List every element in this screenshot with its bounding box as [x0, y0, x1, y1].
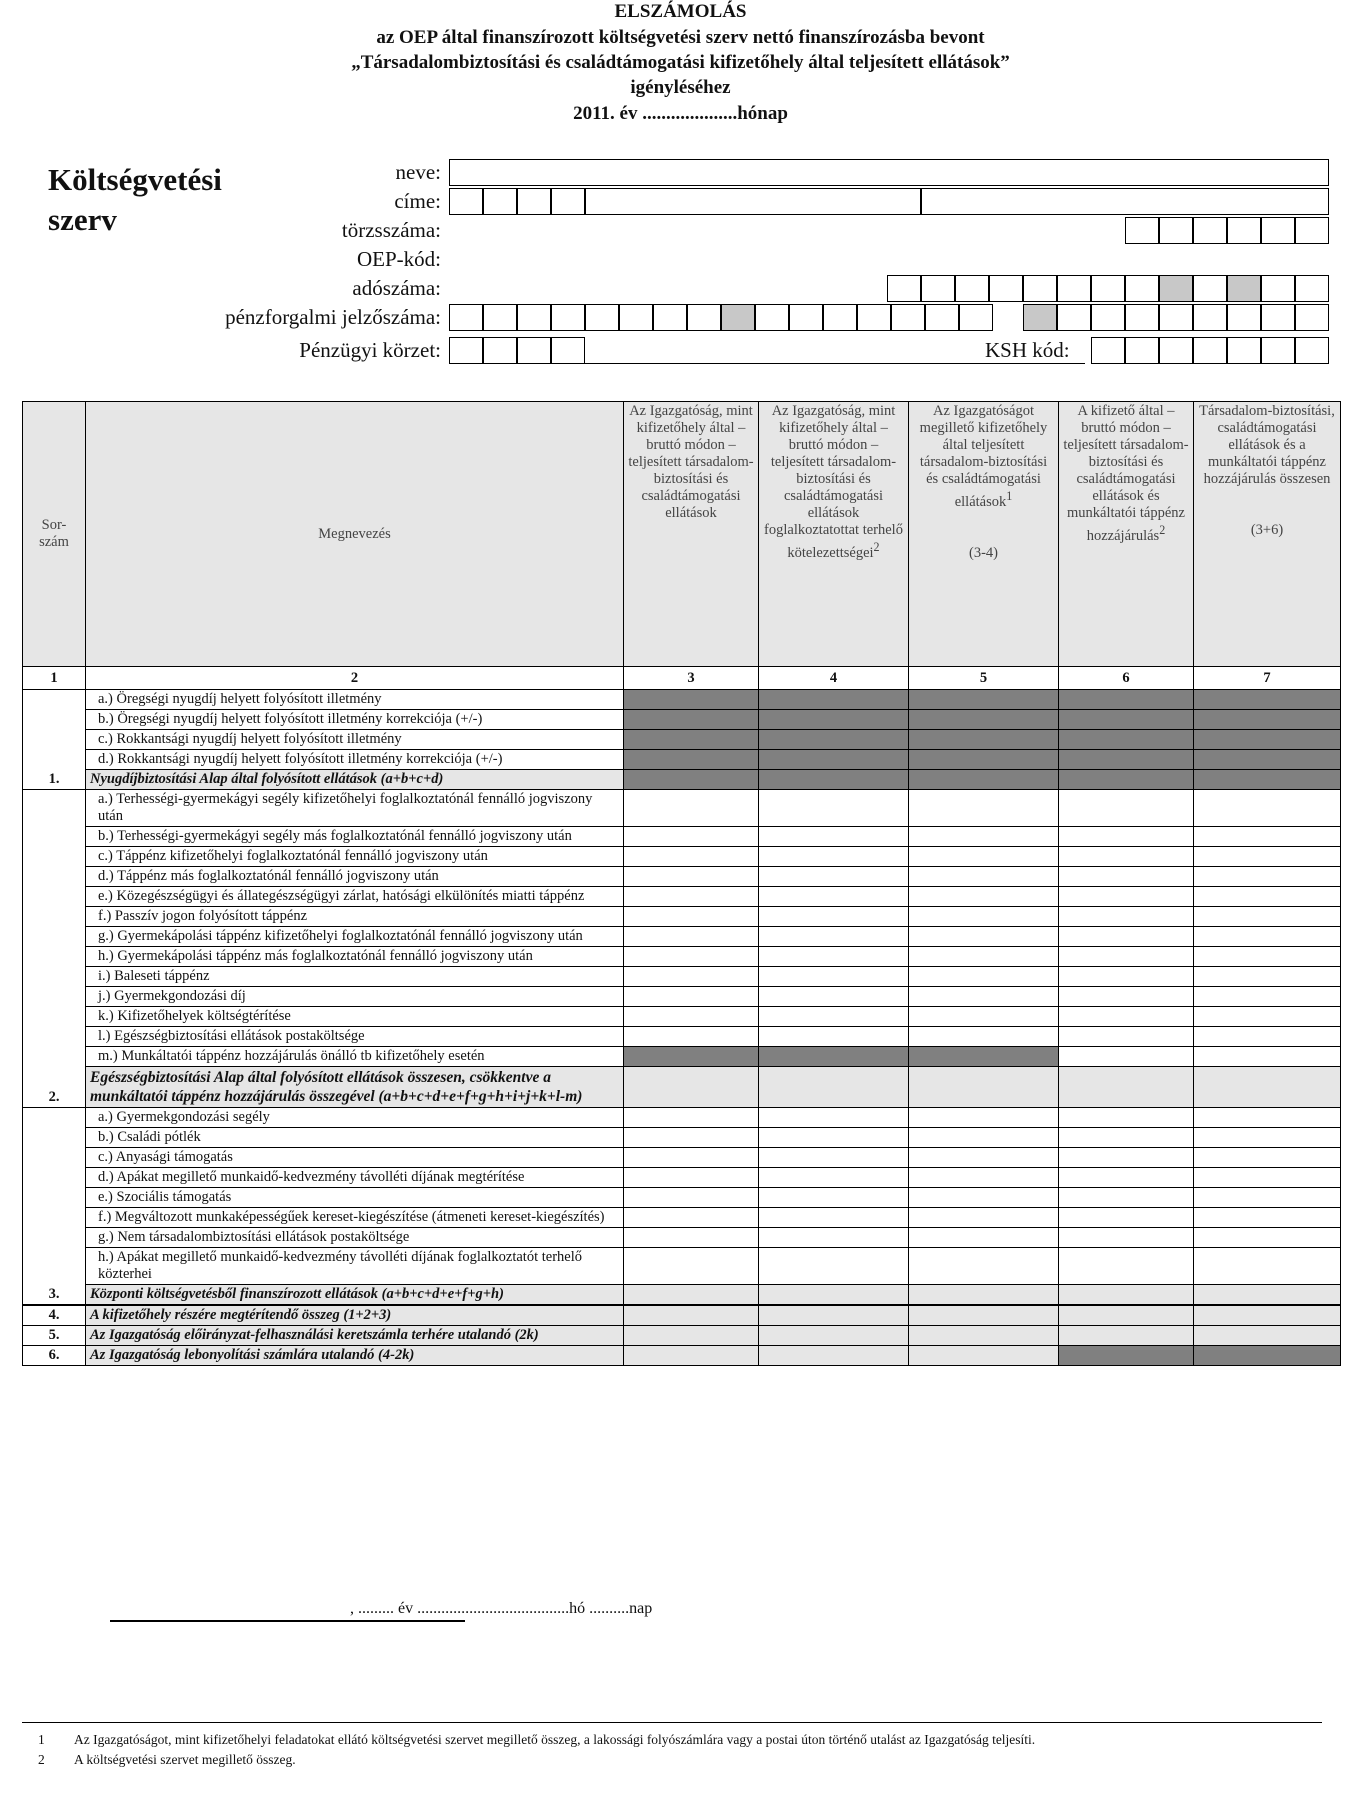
- row-label: e.) Közegészségügyi és állategészségügyi zárlat, hatósági elkülönítés miatti táppénz: [86, 887, 624, 907]
- table-row: [23, 867, 1341, 887]
- input-cell-disabled: [1059, 1346, 1194, 1366]
- input-cell[interactable]: [1194, 927, 1341, 947]
- input-cell[interactable]: [1194, 967, 1341, 987]
- input-cell[interactable]: [759, 1108, 909, 1128]
- input-cell[interactable]: [909, 867, 1059, 887]
- input-cell[interactable]: [909, 1188, 1059, 1208]
- label-korzet: Pénzügyi körzet:: [299, 338, 441, 362]
- row-label: c.) Rokkantsági nyugdíj helyett folyósított illetmény: [86, 730, 624, 750]
- row-num-1: 1.: [23, 690, 86, 790]
- row-label: j.) Gyermekgondozási díj: [86, 987, 624, 1007]
- date-text: , ......... év ......................................hó ..........nap: [350, 1600, 653, 1617]
- input-cell[interactable]: [1194, 1208, 1341, 1228]
- row-label: l.) Egészségbiztosítási ellátások postaköltsége: [86, 1027, 624, 1047]
- input-cell[interactable]: [759, 927, 909, 947]
- input-cell-disabled: [1194, 710, 1341, 730]
- input-cell-disabled: [759, 770, 909, 790]
- input-cell[interactable]: [1059, 1248, 1194, 1285]
- input-cell[interactable]: [1059, 1305, 1194, 1326]
- input-cell-disabled: [1194, 1346, 1341, 1366]
- input-cell[interactable]: [909, 827, 1059, 847]
- input-cell[interactable]: [759, 1208, 909, 1228]
- footnote-2-text: A költségvetési szervet megillető összeg.: [74, 1752, 296, 1767]
- input-cell-disabled: [624, 730, 759, 750]
- input-cell-disabled: [759, 710, 909, 730]
- input-cell[interactable]: [624, 867, 759, 887]
- input-cell[interactable]: [909, 1067, 1059, 1108]
- row-label-total: Az Igazgatóság lebonyolítási számlára utalandó (4-2k): [86, 1346, 624, 1366]
- input-cell[interactable]: [624, 1067, 759, 1108]
- footnote-divider: [22, 1722, 1322, 1723]
- input-cell[interactable]: [1059, 947, 1194, 967]
- input-cell[interactable]: [909, 1148, 1059, 1168]
- input-cell[interactable]: [759, 1285, 909, 1306]
- input-cell-disabled: [1059, 690, 1194, 710]
- table-row: [23, 750, 1341, 770]
- input-cell-disabled: [1194, 730, 1341, 750]
- input-cell-disabled: [759, 1047, 909, 1067]
- col-header-5-text: Az Igazgatóságot megillető kifizetőhely által teljesített társadalom-biztosítási és családtámogatási ellátások: [919, 403, 1048, 510]
- row-num-5: 5.: [23, 1326, 86, 1346]
- table-row-sum: [23, 1285, 1341, 1306]
- input-cell[interactable]: [1194, 1188, 1341, 1208]
- input-cell[interactable]: [759, 1248, 909, 1285]
- col-header-6-sup: 2: [1159, 523, 1166, 537]
- label-cime: címe:: [394, 189, 441, 213]
- row-label-total: Az Igazgatóság előirányzat-felhasználási keretszámla terhére utalandó (2k): [86, 1326, 624, 1346]
- table-row: [23, 967, 1341, 987]
- input-cell[interactable]: [909, 1285, 1059, 1306]
- org-title-line1: Költségvetési: [48, 162, 222, 197]
- footnote-1: [38, 1732, 1035, 1748]
- input-cell[interactable]: [624, 927, 759, 947]
- input-cell[interactable]: [1194, 1027, 1341, 1047]
- input-cell[interactable]: [909, 1007, 1059, 1027]
- input-cell[interactable]: [1194, 887, 1341, 907]
- field-neve[interactable]: [449, 159, 1329, 186]
- row-num-3: 3.: [23, 1108, 86, 1306]
- input-cell[interactable]: [759, 1346, 909, 1366]
- form-subtitle-2: „Társadalombiztosítási és családtámogatási kifizetőhely által teljesített ellátások”: [351, 52, 1010, 73]
- input-cell-disabled: [624, 750, 759, 770]
- input-cell[interactable]: [909, 1305, 1059, 1326]
- input-cell-disabled: [624, 690, 759, 710]
- settlement-table: [22, 401, 1341, 1366]
- place-line: [110, 1620, 465, 1622]
- org-title-line2: szerv: [48, 202, 117, 237]
- row-label: i.) Baleseti táppénz: [86, 967, 624, 987]
- input-cell[interactable]: [1194, 1326, 1341, 1346]
- input-cell[interactable]: [1059, 1188, 1194, 1208]
- col-header-6-text: A kifizető által – bruttó módon – teljesített társadalom-biztosítási és családtámogatási ellátások és munkáltatói táppénz hozzájárulás: [1063, 403, 1189, 544]
- input-cell[interactable]: [1194, 867, 1341, 887]
- table-row: [23, 1188, 1341, 1208]
- row-label: b.) Terhességi-gyermekágyi segély más foglalkoztatónál fennálló jogviszony után: [86, 827, 624, 847]
- row-label: h.) Gyermekápolási táppénz más foglalkoztatónál fennálló jogviszony után: [86, 947, 624, 967]
- input-cell[interactable]: [909, 967, 1059, 987]
- table-row: [23, 1208, 1341, 1228]
- input-cell[interactable]: [1194, 907, 1341, 927]
- input-cell[interactable]: [909, 927, 1059, 947]
- input-cell[interactable]: [759, 1027, 909, 1047]
- input-cell[interactable]: [1194, 947, 1341, 967]
- input-cell[interactable]: [624, 1027, 759, 1047]
- col-num-3: 3: [624, 667, 759, 690]
- col-header-megnevezes: Megnevezés: [86, 402, 624, 667]
- input-cell[interactable]: [1059, 967, 1194, 987]
- input-cell[interactable]: [624, 1188, 759, 1208]
- table-row-total: [23, 1326, 1341, 1346]
- col-header-7-text: Társadalom-biztosítási, családtámogatási ellátások és a munkáltatói táppénz hozzájárulás összesen: [1199, 403, 1335, 487]
- row-label: c.) Anyasági támogatás: [86, 1148, 624, 1168]
- input-cell[interactable]: [759, 1326, 909, 1346]
- col-num-7: 7: [1194, 667, 1341, 690]
- input-cell-disabled: [759, 750, 909, 770]
- table-row: [23, 887, 1341, 907]
- input-cell[interactable]: [1059, 790, 1194, 827]
- input-cell[interactable]: [759, 1148, 909, 1168]
- input-cell[interactable]: [909, 1128, 1059, 1148]
- table-row: [23, 1027, 1341, 1047]
- input-cell[interactable]: [1059, 867, 1194, 887]
- input-cell[interactable]: [759, 887, 909, 907]
- input-cell-disabled: [1194, 690, 1341, 710]
- input-cell[interactable]: [759, 947, 909, 967]
- col-header-sorszam: Sor-szám: [23, 402, 86, 667]
- col-header-4: [759, 402, 909, 667]
- footnote-1-text: Az Igazgatóságot, mint kifizetőhelyi feladatokat ellátó költségvetési szervet megillető összeg, a lakossági folyószámlára vagy a postai úton történő utalást az Igazgatóság teljesíti.: [74, 1732, 1036, 1747]
- input-cell-disabled: [909, 1047, 1059, 1067]
- row-label: f.) Megváltozott munkaképességűek kereset-kiegészítése (átmeneti kereset-kiegészítés): [86, 1208, 624, 1228]
- row-label: k.) Kifizetőhelyek költségtérítése: [86, 1007, 624, 1027]
- form-period: 2011. év ....................hónap: [573, 103, 788, 124]
- input-cell[interactable]: [1059, 827, 1194, 847]
- input-cell[interactable]: [759, 827, 909, 847]
- row-label: a.) Gyermekgondozási segély: [86, 1108, 624, 1128]
- row-label: a.) Terhességi-gyermekágyi segély kifizetőhelyi foglalkoztatónál fennálló jogviszony után: [86, 790, 624, 827]
- table-row-total: [23, 1346, 1341, 1366]
- input-cell-disabled: [759, 730, 909, 750]
- form-subtitle-1: az OEP által finanszírozott költségvetési szerv nettó finanszírozásba bevont: [376, 27, 985, 48]
- col-num-2: 2: [86, 667, 624, 690]
- input-cell-disabled: [909, 690, 1059, 710]
- col-header-5-sup: 1: [1006, 489, 1013, 503]
- input-cell[interactable]: [909, 1108, 1059, 1128]
- input-cell[interactable]: [1194, 1285, 1341, 1306]
- input-cell[interactable]: [624, 1128, 759, 1148]
- input-cell[interactable]: [909, 790, 1059, 827]
- input-cell[interactable]: [909, 847, 1059, 867]
- input-cell[interactable]: [909, 987, 1059, 1007]
- row-label-sum: Nyugdíjbiztosítási Alap által folyósított ellátások (a+b+c+d): [86, 770, 624, 790]
- col-header-5-formula: (3-4): [969, 544, 998, 561]
- col-header-5: [909, 402, 1059, 667]
- input-cell[interactable]: [1194, 790, 1341, 827]
- col-header-6: [1059, 402, 1194, 667]
- input-cell[interactable]: [624, 1148, 759, 1168]
- table-row: [23, 1108, 1341, 1128]
- input-cell[interactable]: [909, 1208, 1059, 1228]
- row-label: e.) Szociális támogatás: [86, 1188, 624, 1208]
- label-adoszama: adószáma:: [352, 276, 441, 300]
- input-cell[interactable]: [1059, 1326, 1194, 1346]
- table-row: [23, 907, 1341, 927]
- input-cell[interactable]: [759, 1007, 909, 1027]
- field-cime-number[interactable]: [921, 188, 1329, 215]
- row-label: m.) Munkáltatói táppénz hozzájárulás önálló tb kifizetőhely esetén: [86, 1047, 624, 1067]
- col-num-4: 4: [759, 667, 909, 690]
- input-cell-disabled: [909, 710, 1059, 730]
- input-cell[interactable]: [909, 1027, 1059, 1047]
- footnote-2-num: 2: [38, 1752, 45, 1767]
- input-cell[interactable]: [1059, 1168, 1194, 1188]
- input-cell-disabled: [1059, 730, 1194, 750]
- input-cell[interactable]: [624, 947, 759, 967]
- table-row-total: [23, 1305, 1341, 1326]
- input-cell[interactable]: [909, 1346, 1059, 1366]
- input-cell[interactable]: [1059, 1108, 1194, 1128]
- input-cell[interactable]: [759, 847, 909, 867]
- label-oep: OEP-kód:: [357, 247, 441, 271]
- input-cell[interactable]: [624, 1228, 759, 1248]
- date-line[interactable]: [110, 1600, 652, 1618]
- input-cell[interactable]: [1194, 1047, 1341, 1067]
- input-cell[interactable]: [759, 1188, 909, 1208]
- row-label: f.) Passzív jogon folyósított táppénz: [86, 907, 624, 927]
- row-label: d.) Táppénz más foglalkoztatónál fennálló jogviszony után: [86, 867, 624, 887]
- input-cell[interactable]: [624, 1285, 759, 1306]
- table-row: [23, 710, 1341, 730]
- label-penzforgalmi: pénzforgalmi jelzőszáma:: [225, 305, 441, 329]
- input-cell[interactable]: [909, 1326, 1059, 1346]
- input-cell[interactable]: [1194, 1148, 1341, 1168]
- row-num-4: 4.: [23, 1305, 86, 1326]
- input-cell-disabled: [909, 730, 1059, 750]
- table-row-sum: [23, 1067, 1341, 1108]
- input-cell[interactable]: [624, 987, 759, 1007]
- input-cell-disabled: [1059, 750, 1194, 770]
- input-cell[interactable]: [909, 887, 1059, 907]
- input-cell[interactable]: [624, 790, 759, 827]
- table-header-row: [23, 402, 1341, 667]
- table-row: [23, 1047, 1341, 1067]
- input-cell[interactable]: [1059, 927, 1194, 947]
- input-cell[interactable]: [759, 1067, 909, 1108]
- row-label: c.) Táppénz kifizetőhelyi foglalkoztatónál fennálló jogviszony után: [86, 847, 624, 867]
- input-cell[interactable]: [624, 1208, 759, 1228]
- input-cell[interactable]: [624, 1248, 759, 1285]
- input-cell[interactable]: [1059, 847, 1194, 867]
- table-row: [23, 1128, 1341, 1148]
- row-label: g.) Gyermekápolási táppénz kifizetőhelyi foglalkoztatónál fennálló jogviszony után: [86, 927, 624, 947]
- input-cell[interactable]: [624, 1007, 759, 1027]
- input-cell-disabled: [624, 1047, 759, 1067]
- row-label: b.) Öregségi nyugdíj helyett folyósított illetmény korrekciója (+/-): [86, 710, 624, 730]
- row-label: h.) Apákat megillető munkaidő-kedvezmény távolléti díjának foglalkoztatót terhelő közterhei: [86, 1248, 624, 1285]
- input-cell[interactable]: [1194, 1007, 1341, 1027]
- input-cell-disabled: [624, 710, 759, 730]
- input-cell[interactable]: [909, 1168, 1059, 1188]
- input-cell[interactable]: [1194, 987, 1341, 1007]
- input-cell[interactable]: [1059, 1285, 1194, 1306]
- form-subtitle-3: igényléséhez: [630, 77, 731, 98]
- footnote-2: [38, 1752, 296, 1768]
- col-header-4-text: Az Igazgatóság, mint kifizetőhely által – bruttó módon – teljesített társadalom-biztosítási és családtámogatási ellátások foglalkoztatottat terhelő kötelezettségei: [764, 403, 903, 561]
- input-cell-disabled: [1194, 750, 1341, 770]
- table-row: [23, 690, 1341, 710]
- input-cell[interactable]: [624, 1168, 759, 1188]
- input-cell[interactable]: [759, 1128, 909, 1148]
- row-label: d.) Apákat megillető munkaidő-kedvezmény távolléti díjának megtérítése: [86, 1168, 624, 1188]
- row-label: g.) Nem társadalombiztosítási ellátások postaköltsége: [86, 1228, 624, 1248]
- input-cell[interactable]: [1059, 1007, 1194, 1027]
- input-cell[interactable]: [1059, 987, 1194, 1007]
- input-cell[interactable]: [909, 1228, 1059, 1248]
- input-cell[interactable]: [1194, 1228, 1341, 1248]
- input-cell-disabled: [1059, 770, 1194, 790]
- table-row: [23, 1248, 1341, 1285]
- input-cell[interactable]: [624, 827, 759, 847]
- input-cell[interactable]: [624, 887, 759, 907]
- input-cell[interactable]: [759, 867, 909, 887]
- table-row-sum: [23, 770, 1341, 790]
- input-cell-disabled: [759, 690, 909, 710]
- input-cell[interactable]: [1059, 1128, 1194, 1148]
- input-cell[interactable]: [624, 1346, 759, 1366]
- table-row: [23, 1148, 1341, 1168]
- input-cell[interactable]: [759, 967, 909, 987]
- input-cell[interactable]: [759, 1228, 909, 1248]
- table-row: [23, 1168, 1341, 1188]
- input-cell[interactable]: [1194, 1305, 1341, 1326]
- col-header-7-formula: (3+6): [1250, 522, 1284, 538]
- input-cell[interactable]: [759, 907, 909, 927]
- col-num-5: 5: [909, 667, 1059, 690]
- row-num-6: 6.: [23, 1346, 86, 1366]
- input-cell[interactable]: [1194, 1108, 1341, 1128]
- input-cell[interactable]: [1059, 1047, 1194, 1067]
- row-label-total: A kifizetőhely részére megtérítendő összeg (1+2+3): [86, 1305, 624, 1326]
- input-cell[interactable]: [1194, 1128, 1341, 1148]
- row-num-2: 2.: [23, 790, 86, 1108]
- label-neve: neve:: [395, 160, 441, 184]
- input-cell-disabled: [1194, 770, 1341, 790]
- table-row: [23, 847, 1341, 867]
- table-row: [23, 1228, 1341, 1248]
- input-cell[interactable]: [759, 1305, 909, 1326]
- input-cell[interactable]: [1059, 907, 1194, 927]
- table-row: [23, 730, 1341, 750]
- col-header-3: Az Igazgatóság, mint kifizetőhely által – bruttó módon – teljesített társadalom-biztosítási és családtámogatási ellátások: [624, 402, 759, 667]
- label-ksh: KSH kód:: [985, 338, 1070, 362]
- input-cell[interactable]: [759, 1168, 909, 1188]
- col-num-6: 6: [1059, 667, 1194, 690]
- input-cell-disabled: [1059, 710, 1194, 730]
- label-torzsszama: törzsszáma:: [341, 218, 441, 242]
- input-cell[interactable]: [909, 907, 1059, 927]
- table-row: [23, 1007, 1341, 1027]
- input-cell[interactable]: [624, 967, 759, 987]
- table-row: [23, 987, 1341, 1007]
- input-cell[interactable]: [759, 790, 909, 827]
- input-cell[interactable]: [1059, 887, 1194, 907]
- input-cell[interactable]: [624, 1326, 759, 1346]
- input-cell[interactable]: [1059, 1148, 1194, 1168]
- col-header-4-sup: 2: [873, 540, 880, 554]
- input-cell[interactable]: [624, 1305, 759, 1326]
- field-cime-street[interactable]: [585, 188, 921, 215]
- input-cell[interactable]: [1059, 1067, 1194, 1108]
- row-label: b.) Családi pótlék: [86, 1128, 624, 1148]
- input-cell[interactable]: [624, 847, 759, 867]
- org-title: [48, 160, 222, 240]
- input-cell[interactable]: [759, 987, 909, 1007]
- col-num-1: 1: [23, 667, 86, 690]
- input-cell[interactable]: [624, 1108, 759, 1128]
- table-row: [23, 827, 1341, 847]
- input-cell[interactable]: [624, 907, 759, 927]
- input-cell[interactable]: [1059, 1228, 1194, 1248]
- input-cell[interactable]: [1194, 847, 1341, 867]
- col-header-7: [1194, 402, 1341, 667]
- table-row: [23, 947, 1341, 967]
- input-cell-disabled: [624, 770, 759, 790]
- input-cell-disabled: [909, 770, 1059, 790]
- input-cell[interactable]: [1194, 1067, 1341, 1108]
- input-cell[interactable]: [1194, 827, 1341, 847]
- form-title: ELSZÁMOLÁS: [614, 1, 747, 22]
- row-label-sum: Központi költségvetésből finanszírozott ellátások (a+b+c+d+e+f+g+h): [86, 1285, 624, 1306]
- input-cell-disabled: [909, 750, 1059, 770]
- input-cell[interactable]: [1194, 1248, 1341, 1285]
- row-label: d.) Rokkantsági nyugdíj helyett folyósított illetmény korrekciója (+/-): [86, 750, 624, 770]
- input-cell[interactable]: [1059, 1027, 1194, 1047]
- row-label-sum: Egészségbiztosítási Alap által folyósított ellátások összesen, csökkentve a munkáltatói táppénz hozzájárulás összegével (a+b+c+d+e+f+g+h+i+j+k+l-m): [86, 1067, 624, 1108]
- footnote-1-num: 1: [38, 1732, 45, 1747]
- table-row: [23, 790, 1341, 827]
- row-label: a.) Öregségi nyugdíj helyett folyósított illetmény: [86, 690, 624, 710]
- input-cell[interactable]: [1059, 1208, 1194, 1228]
- input-cell[interactable]: [1194, 1168, 1341, 1188]
- input-cell[interactable]: [909, 1248, 1059, 1285]
- input-cell[interactable]: [909, 947, 1059, 967]
- table-row: [23, 927, 1341, 947]
- column-number-row: [23, 667, 1341, 690]
